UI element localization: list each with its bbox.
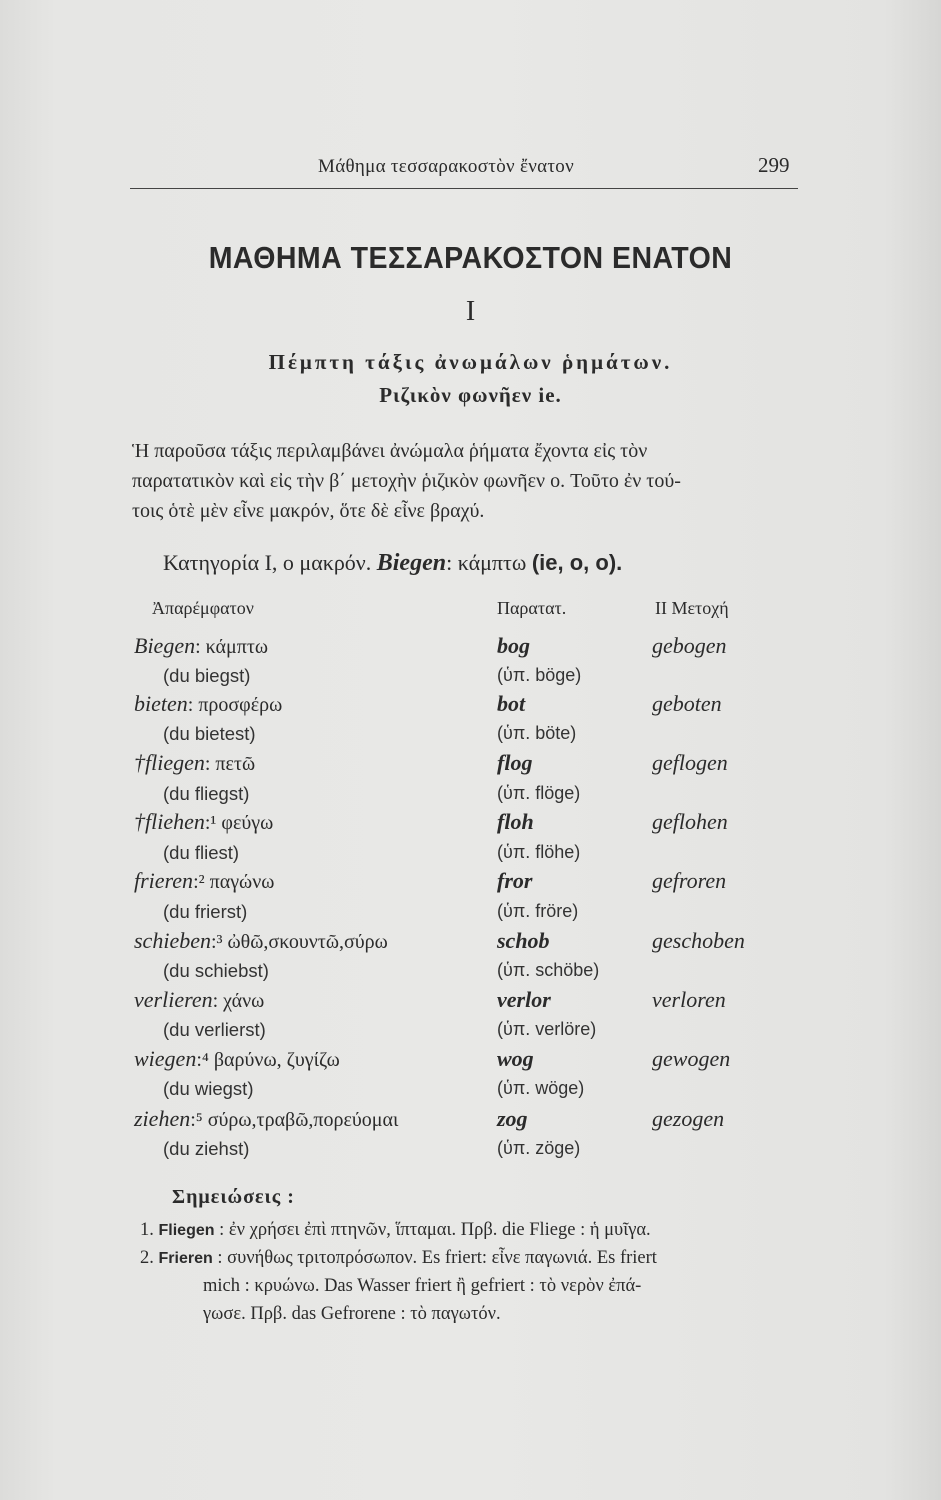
note-number: 2. bbox=[140, 1248, 154, 1268]
note-1 bbox=[140, 1220, 651, 1241]
notes-heading: Σημειώσεις : bbox=[172, 1186, 295, 1208]
section-number: I bbox=[465, 296, 476, 327]
verb-participle: gewogen bbox=[652, 1046, 731, 1071]
verb-participle: gezogen bbox=[652, 1106, 725, 1131]
verb-subjunctive: (ὑπ. wöge) bbox=[497, 1078, 585, 1098]
lesson-title: ΜΑΘΗΜΑ ΤΕΣΣΑΡΑΚΟΣΤΟΝ ΕΝΑΤΟΝ bbox=[208, 240, 733, 275]
note-2 bbox=[140, 1248, 657, 1269]
verb-past: bog bbox=[497, 633, 530, 658]
verb-meaning: :¹ φεύγω bbox=[204, 812, 274, 834]
verb-participle: gebogen bbox=[652, 633, 727, 658]
verb-participle: gefroren bbox=[652, 868, 727, 893]
infinitive-word: wiegen bbox=[134, 1046, 197, 1071]
verb-infinitive bbox=[134, 868, 274, 894]
verb-infinitive bbox=[134, 987, 264, 1013]
verb-past: schob bbox=[497, 928, 550, 953]
verb-meaning: :³ ὠθῶ,σκουντῶ,σύρω bbox=[210, 931, 388, 953]
verb-past: wog bbox=[497, 1046, 534, 1071]
note-number: 1. bbox=[140, 1220, 154, 1240]
infinitive-word: †fliegen bbox=[134, 750, 205, 775]
verb-meaning: : κάμπτω bbox=[195, 636, 269, 658]
verb-subjunctive: (ὑπ. böge) bbox=[497, 665, 582, 685]
verb-du-form: (du ziehst) bbox=[163, 1138, 250, 1159]
category-verb: Biegen bbox=[376, 550, 447, 576]
verb-subjunctive: (ὑπ. flöhe) bbox=[497, 842, 581, 862]
infinitive-word: bieten bbox=[134, 691, 188, 716]
column-header-past: Παρατατ. bbox=[497, 598, 567, 618]
header-rule bbox=[130, 188, 798, 189]
verb-past: bot bbox=[497, 691, 526, 716]
verb-infinitive bbox=[134, 1106, 398, 1132]
verb-du-form: (du frierst) bbox=[163, 901, 248, 922]
verb-subjunctive: (ὑπ. schöbe) bbox=[497, 960, 600, 980]
verb-infinitive bbox=[134, 1046, 340, 1072]
note-text: : ἐν χρήσει ἐπὶ πτηνῶν, ἵπταμαι. Πρβ. die Fliege : ἡ μυῖγα. bbox=[219, 1220, 651, 1240]
infinitive-word: verlieren bbox=[134, 987, 213, 1012]
infinitive-word: Biegen bbox=[134, 633, 196, 658]
verb-infinitive bbox=[134, 928, 388, 954]
category-label: Κατηγορία I, o μακρόν. bbox=[163, 550, 372, 575]
verb-meaning: : πετῶ bbox=[204, 753, 256, 775]
verb-subjunctive: (ὑπ. flöge) bbox=[497, 783, 581, 803]
verb-meaning: :² παγώνω bbox=[193, 871, 275, 893]
verb-subjunctive: (ὑπ. böte) bbox=[497, 723, 577, 743]
category-line bbox=[163, 550, 622, 577]
note-2-continuation: mich : κρυώνω. Das Wasser friert ἢ gefriert : τὸ νερὸν ἐπά- bbox=[203, 1276, 642, 1296]
verb-past: floh bbox=[497, 809, 534, 834]
verb-subjunctive: (ὑπ. fröre) bbox=[497, 901, 579, 921]
note-keyword: Fliegen bbox=[158, 1222, 215, 1239]
intro-paragraph bbox=[132, 436, 812, 526]
verb-meaning: : προσφέρω bbox=[187, 694, 283, 716]
verb-du-form: (du biegst) bbox=[163, 665, 251, 686]
verb-du-form: (du verlierst) bbox=[163, 1019, 266, 1040]
infinitive-word: †fliehen bbox=[134, 809, 205, 834]
verb-past: fror bbox=[497, 868, 533, 893]
verb-du-form: (du bietest) bbox=[163, 723, 256, 744]
verb-du-form: (du fliegst) bbox=[163, 783, 250, 804]
subtitle-line-1: Πέμπτη τάξις ἀνωμάλων ῥημάτων. bbox=[268, 350, 673, 374]
verb-participle: geflogen bbox=[652, 750, 728, 775]
verb-past: zog bbox=[497, 1106, 528, 1131]
verb-du-form: (du wiegst) bbox=[163, 1078, 254, 1099]
verb-infinitive bbox=[134, 691, 282, 717]
column-header-participle: II Μετοχή bbox=[655, 598, 729, 618]
running-head: Μάθημα τεσσαρακοστὸν ἔνατον bbox=[318, 156, 574, 177]
infinitive-word: ziehen bbox=[134, 1106, 191, 1131]
verb-participle: geschoben bbox=[652, 928, 745, 953]
verb-meaning: :⁴ βαρύνω, ζυγίζω bbox=[196, 1049, 340, 1071]
subtitle-line-2: Ριζικὸν φωνῆεν ie. bbox=[379, 383, 562, 407]
intro-line: τοις ὁτὲ μὲν εἶνε μακρόν, ὅτε δὲ εἶνε βραχύ. bbox=[132, 500, 485, 522]
verb-subjunctive: (ὑπ. zöge) bbox=[497, 1138, 581, 1158]
verb-infinitive bbox=[134, 750, 255, 776]
note-2-continuation: γωσε. Πρβ. das Gefrorene : τὸ παγωτόν. bbox=[203, 1304, 501, 1324]
verb-du-form: (du schiebst) bbox=[163, 960, 269, 981]
verb-infinitive bbox=[134, 809, 273, 835]
column-header-infinitive: Ἀπαρέμφατον bbox=[152, 598, 254, 618]
infinitive-word: frieren bbox=[134, 868, 194, 893]
intro-line: παρατατικὸν καὶ εἰς τὴν β΄ μετοχὴν ῥιζικὸν φωνῆεν o. Τοῦτο ἐν τού- bbox=[132, 470, 681, 492]
intro-line: Ἡ παροῦσα τάξις περιλαμβάνει ἀνώμαλα ῥήματα ἔχοντα εἰς τὸν bbox=[132, 440, 648, 462]
verb-participle: verloren bbox=[652, 987, 726, 1012]
verb-infinitive bbox=[134, 633, 268, 659]
verb-participle: geboten bbox=[652, 691, 722, 716]
verb-past: flog bbox=[497, 750, 533, 775]
verb-meaning: :⁵ σύρω,τραβῶ,πορεύομαι bbox=[190, 1109, 399, 1131]
category-meaning: : κάμπτω bbox=[446, 550, 527, 575]
page-number: 299 bbox=[758, 153, 790, 177]
note-text: : συνήθως τριτοπρόσωπον. Es friert: εἶνε παγωνιά. Es friert bbox=[217, 1248, 657, 1268]
verb-subjunctive: (ὑπ. verlöre) bbox=[497, 1019, 597, 1039]
note-keyword: Frieren bbox=[158, 1250, 213, 1267]
verb-participle: geflohen bbox=[652, 809, 728, 834]
category-vowels: (ie, o, o). bbox=[531, 550, 623, 575]
verb-du-form: (du fliest) bbox=[163, 842, 240, 863]
infinitive-word: schieben bbox=[134, 928, 211, 953]
verb-past: verlor bbox=[497, 987, 551, 1012]
verb-meaning: : χάνω bbox=[212, 990, 265, 1012]
